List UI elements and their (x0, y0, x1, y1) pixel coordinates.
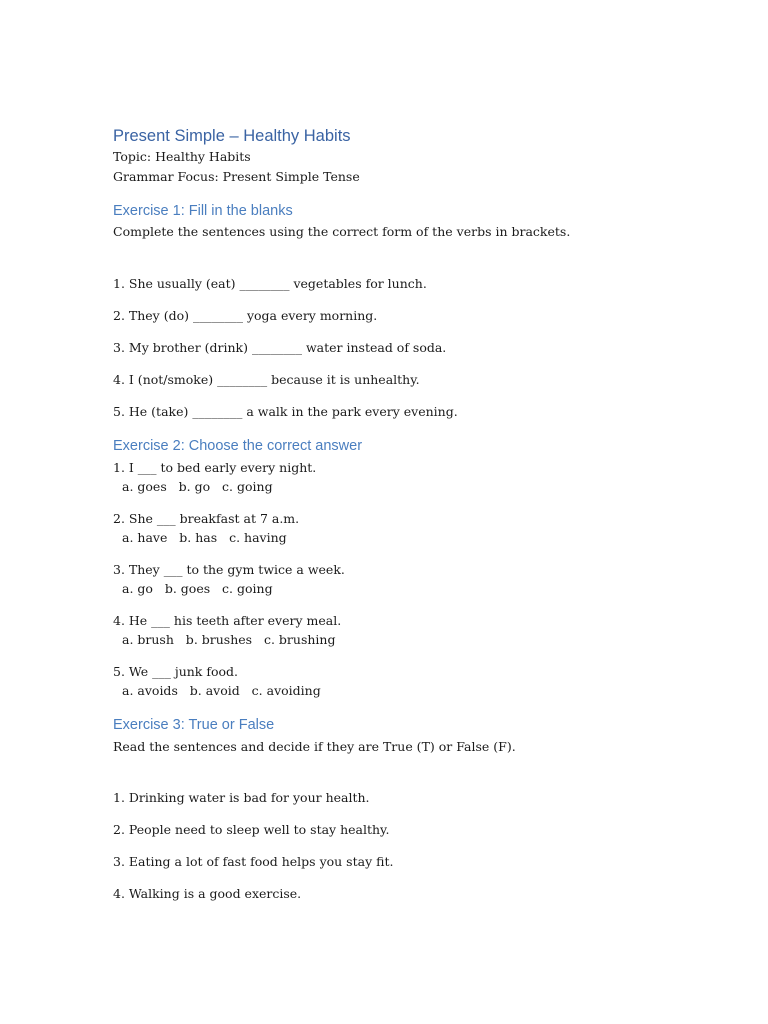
exercise1-item: 3. My brother (drink) ________ water instead of soda. (113, 340, 447, 355)
exercise3-item: 3. Eating a lot of fast food helps you stay fit. (113, 854, 394, 869)
exercise2-options: a. go b. goes c. going (122, 581, 273, 596)
exercise2-options: a. have b. has c. having (122, 530, 287, 545)
exercise3-item: 1. Drinking water is bad for your health. (113, 790, 370, 805)
exercise2-question: 2. She ___ breakfast at 7 a.m. (113, 511, 300, 526)
exercise1-item: 1. She usually (eat) ________ vegetables for lunch. (113, 276, 427, 291)
exercise1-item: 5. He (take) ________ a walk in the park every evening. (113, 404, 458, 419)
exercise3-instruction: Read the sentences and decide if they are True (T) or False (F). (113, 739, 516, 754)
exercise2-heading: Exercise 2: Choose the correct answer (113, 438, 363, 454)
exercise2-question: 4. He ___ his teeth after every meal. (113, 613, 342, 628)
exercise2-options: a. avoids b. avoid c. avoiding (122, 683, 321, 698)
exercise3-item: 2. People need to sleep well to stay healthy. (113, 822, 390, 837)
exercise2-options: a. goes b. go c. going (122, 479, 273, 494)
exercise1-instruction: Complete the sentences using the correct form of the verbs in brackets. (113, 224, 571, 239)
worksheet-title: Present Simple – Healthy Habits (113, 127, 351, 145)
exercise1-heading: Exercise 1: Fill in the blanks (113, 203, 293, 219)
exercise1-item: 4. I (not/smoke) ________ because it is unhealthy. (113, 372, 420, 387)
exercise1-item: 2. They (do) ________ yoga every morning. (113, 308, 378, 323)
exercise2-question: 5. We ___ junk food. (113, 664, 238, 679)
exercise3-item: 4. Walking is a good exercise. (113, 886, 302, 901)
grammar-focus-line: Grammar Focus: Present Simple Tense (113, 169, 360, 184)
exercise2-question: 3. They ___ to the gym twice a week. (113, 562, 345, 577)
exercise3-heading: Exercise 3: True or False (113, 717, 275, 733)
exercise2-question: 1. I ___ to bed early every night. (113, 460, 317, 475)
exercise2-options: a. brush b. brushes c. brushing (122, 632, 336, 647)
topic-line: Topic: Healthy Habits (113, 149, 251, 164)
